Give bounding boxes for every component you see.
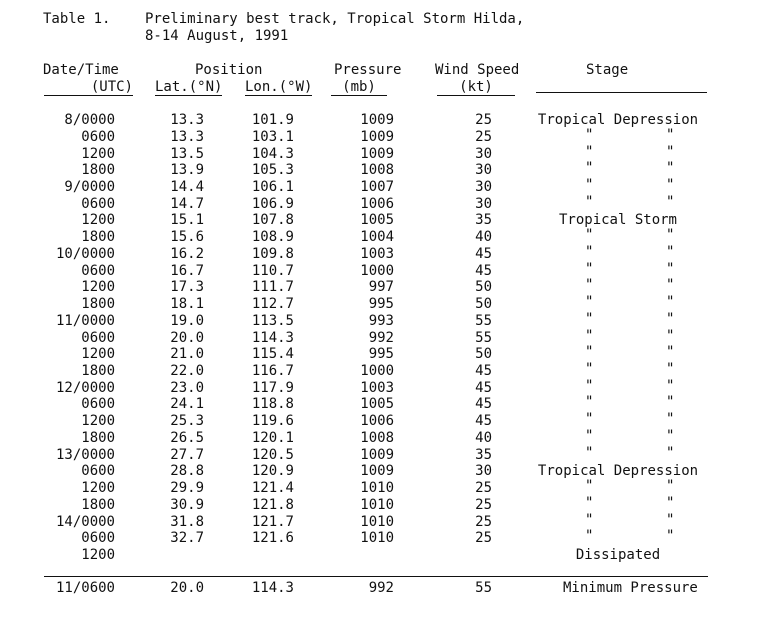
row-lat: 23.0 (170, 379, 204, 396)
row-date: 14/0000 (55, 513, 115, 530)
ditto-mark-left: " (585, 126, 594, 143)
row-lat: 29.9 (170, 480, 204, 497)
ditto-mark-right: " (666, 427, 675, 444)
row-stage: Tropical Depression (537, 463, 699, 480)
row-wind: 45 (475, 379, 492, 396)
summary-date: 11/0600 (55, 580, 115, 596)
row-date: 0600 (81, 128, 115, 145)
row-pressure: 1003 (360, 379, 394, 396)
row-lat: 25.3 (170, 413, 204, 430)
ditto-mark-right: " (666, 377, 675, 394)
row-pressure: 1010 (360, 530, 394, 547)
row-wind: 30 (475, 195, 492, 212)
ditto-mark-right: " (666, 126, 675, 143)
row-wind: 50 (475, 279, 492, 296)
row-date: 1200 (81, 279, 115, 296)
row-lon: 117.9 (251, 379, 294, 396)
row-lat: 21.0 (170, 346, 204, 363)
row-lat: 14.4 (170, 178, 204, 195)
row-pressure: 1003 (360, 245, 394, 262)
row-lon: 104.3 (251, 145, 294, 162)
ditto-mark-left: " (585, 394, 594, 411)
row-pressure: 1006 (360, 413, 394, 430)
row-stage: Dissipated (575, 547, 661, 563)
ditto-mark-left: " (585, 193, 594, 210)
row-pressure: 997 (368, 279, 394, 296)
row-date: 1200 (81, 547, 115, 563)
summary-lat: 20.0 (170, 580, 204, 596)
row-date: 1800 (81, 363, 115, 379)
row-lon: 119.6 (251, 413, 294, 430)
row-wind: 45 (475, 262, 492, 279)
row-pressure: 1006 (360, 195, 394, 212)
row-date: 1800 (81, 496, 115, 513)
ditto-mark-right: " (666, 511, 675, 528)
row-pressure: 1010 (360, 513, 394, 530)
row-date: 0600 (81, 195, 115, 212)
row-lon: 109.8 (251, 245, 294, 262)
ditto-mark-left: " (585, 344, 594, 361)
row-pressure: 1009 (360, 463, 394, 480)
ditto-mark-left: " (585, 243, 594, 260)
ditto-mark-right: " (666, 394, 675, 411)
row-lon: 121.8 (251, 496, 294, 513)
row-pressure: 1004 (360, 229, 394, 246)
row-lon: 106.9 (251, 195, 294, 212)
row-pressure: 995 (368, 296, 394, 312)
ditto-mark-left: " (585, 327, 594, 344)
row-wind: 25 (475, 112, 492, 128)
ditto-mark-left: " (585, 361, 594, 377)
ditto-mark-left: " (585, 176, 594, 193)
row-lon: 108.9 (251, 229, 294, 246)
row-date: 8/0000 (64, 112, 115, 128)
row-date: 1800 (81, 296, 115, 312)
row-lon: 106.1 (251, 178, 294, 195)
summary-pressure: 992 (368, 580, 394, 596)
header-date-time: Date/Time (43, 62, 119, 78)
row-lon: 113.5 (251, 312, 294, 329)
header-kt: (kt) (437, 80, 515, 96)
row-wind: 45 (475, 363, 492, 379)
summary-rule (44, 576, 708, 577)
ditto-mark-right: " (666, 361, 675, 377)
row-lon: 103.1 (251, 128, 294, 145)
row-lat: 13.3 (170, 128, 204, 145)
summary-stage: Minimum Pressure (563, 580, 698, 596)
row-stage: Tropical Depression (537, 112, 699, 128)
row-date: 10/0000 (55, 245, 115, 262)
row-wind: 45 (475, 396, 492, 413)
ditto-mark-right: " (666, 344, 675, 361)
ditto-mark-right: " (666, 478, 675, 495)
row-wind: 30 (475, 178, 492, 195)
row-wind: 25 (475, 128, 492, 145)
row-lat: 15.6 (170, 229, 204, 246)
row-lon: 110.7 (251, 262, 294, 279)
row-date: 1800 (81, 429, 115, 446)
row-wind: 25 (475, 530, 492, 547)
row-lon: 120.5 (251, 446, 294, 463)
row-wind: 50 (475, 296, 492, 312)
row-lat: 22.0 (170, 363, 204, 379)
row-wind: 55 (475, 312, 492, 329)
row-lon: 112.7 (251, 296, 294, 312)
ditto-mark-right: " (666, 327, 675, 344)
row-date: 0600 (81, 262, 115, 279)
row-date: 1200 (81, 346, 115, 363)
row-lon: 105.3 (251, 162, 294, 179)
row-date: 1200 (81, 480, 115, 497)
ditto-mark-left: " (585, 277, 594, 294)
row-wind: 30 (475, 145, 492, 162)
row-lat: 27.7 (170, 446, 204, 463)
ditto-mark-right: " (666, 193, 675, 210)
row-pressure: 1007 (360, 178, 394, 195)
row-date: 1200 (81, 413, 115, 430)
row-wind: 45 (475, 245, 492, 262)
row-pressure: 1000 (360, 262, 394, 279)
row-wind: 25 (475, 496, 492, 513)
row-lat: 13.9 (170, 162, 204, 179)
ditto-mark-right: " (666, 160, 675, 177)
table-subtitle: 8-14 August, 1991 (145, 28, 289, 44)
row-date: 0600 (81, 530, 115, 547)
row-wind: 25 (475, 513, 492, 530)
ditto-mark-right: " (666, 176, 675, 193)
row-date: 1800 (81, 229, 115, 246)
row-lat: 16.2 (170, 245, 204, 262)
ditto-mark-right: " (666, 494, 675, 511)
header-position: Position (195, 62, 263, 78)
row-lat: 28.8 (170, 463, 204, 480)
row-pressure: 1009 (360, 145, 394, 162)
row-lat: 14.7 (170, 195, 204, 212)
row-date: 11/0000 (55, 312, 115, 329)
ditto-mark-right: " (666, 528, 675, 545)
row-lat: 26.5 (170, 429, 204, 446)
header-mb: (mb) (331, 80, 387, 96)
ditto-mark-left: " (585, 260, 594, 277)
row-date: 0600 (81, 463, 115, 480)
row-date: 1200 (81, 212, 115, 229)
row-lat: 24.1 (170, 396, 204, 413)
ditto-mark-left: " (585, 511, 594, 528)
row-wind: 55 (475, 329, 492, 346)
ditto-mark-right: " (666, 260, 675, 277)
header-wind-speed: Wind Speed (435, 62, 520, 78)
ditto-mark-right: " (666, 227, 675, 244)
table-title: Preliminary best track, Tropical Storm Hilda, (145, 11, 525, 27)
header-lat: Lat.(°N) (155, 79, 223, 95)
row-lat: 30.9 (170, 496, 204, 513)
row-date: 0600 (81, 396, 115, 413)
ditto-mark-left: " (585, 227, 594, 244)
row-pressure: 995 (368, 346, 394, 363)
table-label: Table 1. (43, 11, 111, 27)
row-lon: 121.7 (251, 513, 294, 530)
row-lon: 118.8 (251, 396, 294, 413)
row-wind: 25 (475, 480, 492, 497)
ditto-mark-left: " (585, 294, 594, 310)
ditto-mark-right: " (666, 310, 675, 327)
row-pressure: 1000 (360, 363, 394, 379)
ditto-mark-left: " (585, 427, 594, 444)
row-pressure: 993 (368, 312, 394, 329)
row-pressure: 1010 (360, 480, 394, 497)
row-pressure: 1008 (360, 162, 394, 179)
ditto-mark-left: " (585, 444, 594, 461)
ditto-mark-right: " (666, 243, 675, 260)
row-lat: 15.1 (170, 212, 204, 229)
row-lon: 120.1 (251, 429, 294, 446)
row-lon: 111.7 (251, 279, 294, 296)
row-lon: 107.8 (251, 212, 294, 229)
row-lon: 121.4 (251, 480, 294, 497)
row-lat: 13.5 (170, 145, 204, 162)
ditto-mark-left: " (585, 310, 594, 327)
header-lon: Lon.(°W) (245, 79, 313, 95)
row-wind: 40 (475, 229, 492, 246)
ditto-mark-right: " (666, 277, 675, 294)
row-wind: 30 (475, 463, 492, 480)
row-date: 1200 (81, 145, 115, 162)
ditto-mark-left: " (585, 478, 594, 495)
row-lon: 116.7 (251, 363, 294, 379)
header-pressure: Pressure (334, 62, 402, 78)
row-pressure: 1005 (360, 396, 394, 413)
row-lon: 114.3 (251, 329, 294, 346)
row-lat: 20.0 (170, 329, 204, 346)
ditto-mark-right: " (666, 411, 675, 428)
row-date: 12/0000 (55, 379, 115, 396)
row-date: 9/0000 (64, 178, 115, 195)
row-pressure: 1010 (360, 496, 394, 513)
stage-header-rule (536, 92, 707, 93)
ditto-mark-right: " (666, 294, 675, 310)
row-lat: 13.3 (170, 112, 204, 128)
ditto-mark-right: " (666, 143, 675, 160)
summary-wind: 55 (475, 580, 492, 596)
row-wind: 35 (475, 446, 492, 463)
ditto-mark-left: " (585, 160, 594, 177)
ditto-mark-left: " (585, 143, 594, 160)
row-pressure: 1005 (360, 212, 394, 229)
row-wind: 40 (475, 429, 492, 446)
row-lon: 120.9 (251, 463, 294, 480)
row-pressure: 1008 (360, 429, 394, 446)
summary-lon: 114.3 (251, 580, 294, 596)
row-date: 1800 (81, 162, 115, 179)
row-pressure: 1009 (360, 128, 394, 145)
ditto-mark-left: " (585, 377, 594, 394)
header-stage: Stage (586, 62, 629, 78)
row-lat: 32.7 (170, 530, 204, 547)
row-pressure: 992 (368, 329, 394, 346)
row-lat: 31.8 (170, 513, 204, 530)
row-date: 0600 (81, 329, 115, 346)
row-wind: 30 (475, 162, 492, 179)
row-wind: 50 (475, 346, 492, 363)
row-lat: 18.1 (170, 296, 204, 312)
ditto-mark-left: " (585, 411, 594, 428)
row-pressure: 1009 (360, 446, 394, 463)
row-lon: 115.4 (251, 346, 294, 363)
row-lat: 19.0 (170, 312, 204, 329)
row-lat: 16.7 (170, 262, 204, 279)
row-date: 13/0000 (55, 446, 115, 463)
row-lon: 121.6 (251, 530, 294, 547)
row-stage: Tropical Storm (558, 212, 677, 229)
row-wind: 35 (475, 212, 492, 229)
row-wind: 45 (475, 413, 492, 430)
row-lat: 17.3 (170, 279, 204, 296)
row-pressure: 1009 (360, 112, 394, 128)
ditto-mark-right: " (666, 444, 675, 461)
header-utc: (UTC) (44, 80, 133, 96)
row-lon: 101.9 (251, 112, 294, 128)
ditto-mark-left: " (585, 528, 594, 545)
ditto-mark-left: " (585, 494, 594, 511)
